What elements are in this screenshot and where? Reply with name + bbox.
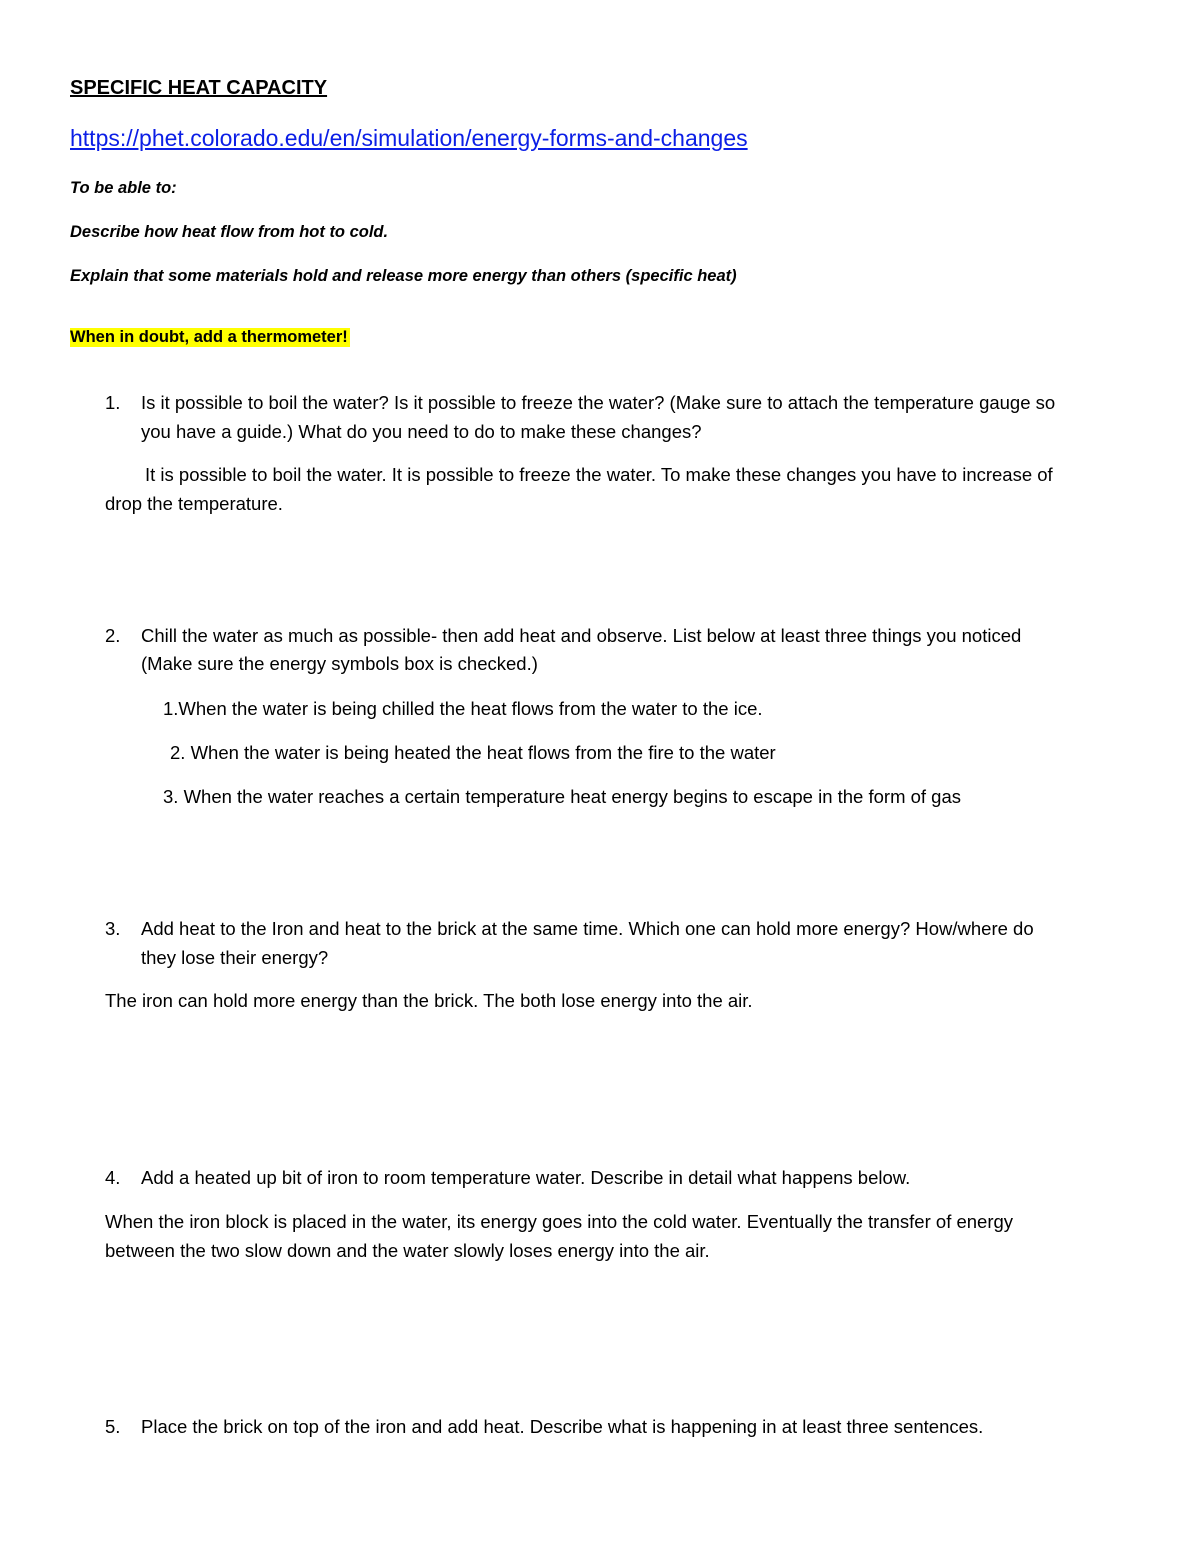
question-number: 5. (105, 1416, 121, 1437)
question-number: 1. (105, 392, 121, 413)
question-text: Chill the water as much as possible- then add heat and observe. List below at least three things you noticed (141, 625, 1022, 646)
thermometer-tip: When in doubt, add a thermometer! (70, 328, 348, 346)
answer-text: When the iron block is placed in the water, its energy goes into the cold water. Eventually the transfer of energy (105, 1211, 1014, 1232)
simulation-link[interactable]: https://phet.colorado.edu/en/simulation/energy-forms-and-changes (70, 125, 748, 151)
question-number: 3. (105, 918, 121, 939)
answer-text: 2. When the water is being heated the heat flows from the fire to the water (170, 742, 776, 763)
answer-text: The iron can hold more energy than the brick. The both lose energy into the air. (105, 990, 753, 1011)
question-text: they lose their energy? (141, 947, 329, 968)
objectives-intro: To be able to: (70, 179, 177, 197)
objective-item: Explain that some materials hold and release more energy than others (specific heat) (70, 267, 737, 285)
answer-text: 3. When the water reaches a certain temperature heat energy begins to escape in the form of gas (163, 786, 962, 807)
question-text: Add heat to the Iron and heat to the brick at the same time. Which one can hold more energy? How/where do (141, 918, 1034, 939)
question-text: (Make sure the energy symbols box is checked.) (141, 653, 538, 674)
question-text: Place the brick on top of the iron and add heat. Describe what is happening in at least three sentences. (141, 1416, 984, 1437)
answer-text: between the two slow down and the water slowly loses energy into the air. (105, 1240, 710, 1261)
answer-text: It is possible to boil the water. It is possible to freeze the water. To make these changes you have to increase of (145, 464, 1053, 485)
question-text: you have a guide.) What do you need to do to make these changes? (141, 421, 702, 442)
question-text: Add a heated up bit of iron to room temperature water. Describe in detail what happens below. (141, 1167, 911, 1188)
answer-text: 1.When the water is being chilled the heat flows from the water to the ice. (163, 698, 763, 719)
objective-item: Describe how heat flow from hot to cold. (70, 223, 389, 241)
question-number: 4. (105, 1167, 121, 1188)
answer-text: drop the temperature. (105, 493, 283, 514)
question-number: 2. (105, 625, 121, 646)
page-title: SPECIFIC HEAT CAPACITY (70, 77, 328, 99)
question-text: Is it possible to boil the water? Is it possible to freeze the water? (Make sure to attach the temperature gauge so (141, 392, 1056, 413)
